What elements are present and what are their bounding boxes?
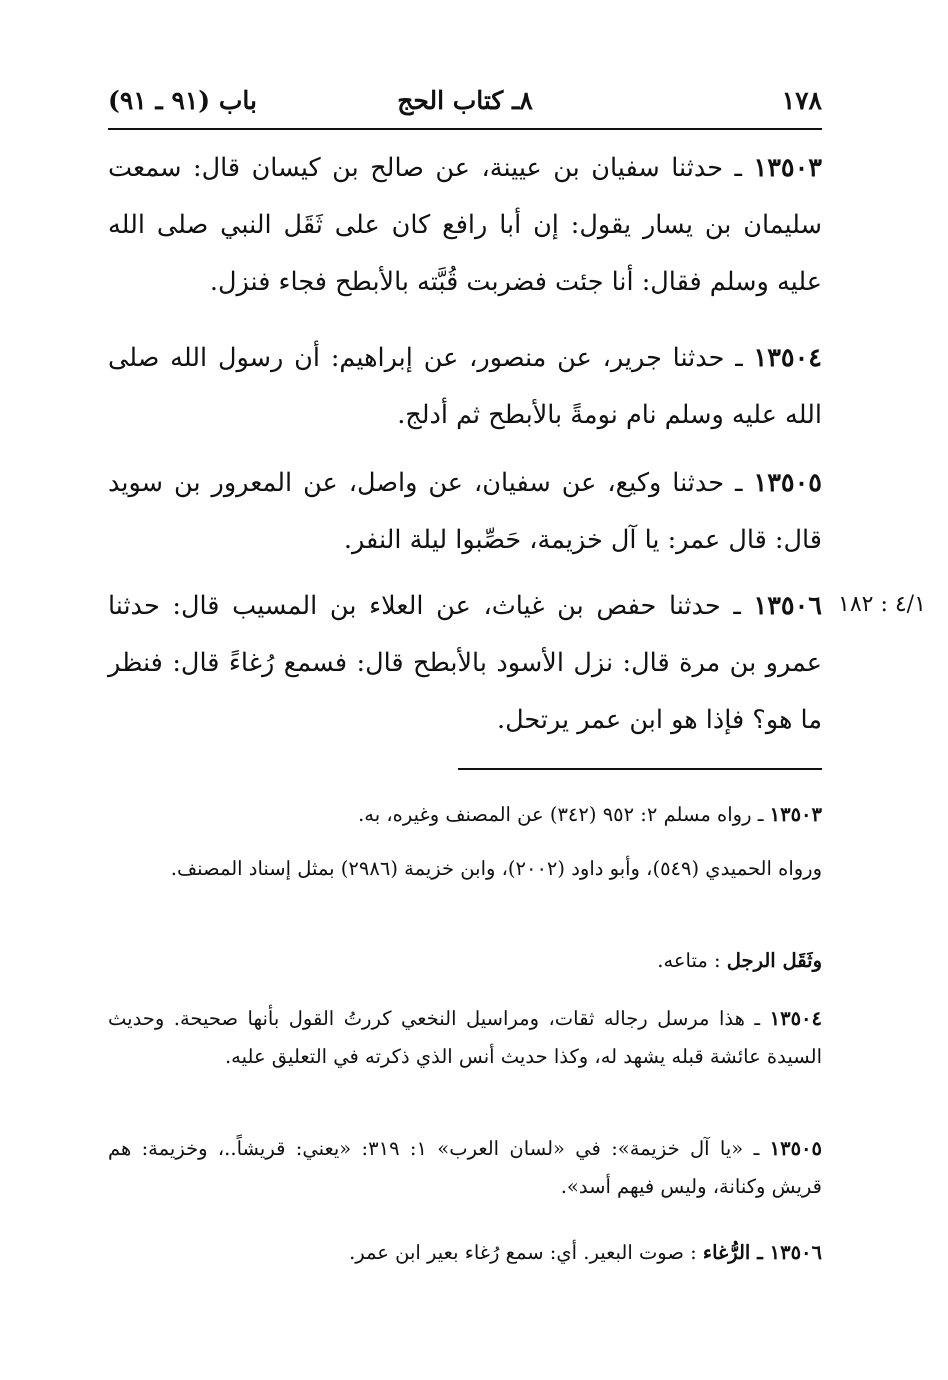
hadith-paragraph: [108, 455, 822, 569]
footnote: [108, 942, 822, 980]
page-number: ١٧٨: [781, 86, 822, 115]
hadith-text: ـ حدثنا وكيع، عن سفيان، عن واصل، عن المعرور بن سويد قال: قال عمر: يا آل خزيمة، حَصِّبوا ليلة النفر.: [108, 468, 822, 555]
hadith-text: ـ حدثنا حفص بن غياث، عن العلاء بن المسيب قال: حدثنا عمرو بن مرة قال: نزل الأسود بالأبطح قال: فسمع رُغاءً قال: فنظر ما هو؟ فإذا هو ابن عمر يرتحل.: [108, 591, 822, 735]
footnote-text: ـ رواه مسلم ٢: ٩٥٢ (٣٤٢) عن المصنف وغيره، به.: [358, 803, 770, 826]
footnote-number: ١٣٥٠٣: [769, 803, 822, 826]
hadith-text: ـ حدثنا سفيان بن عيينة، عن صالح بن كيسان قال: سمعت سليمان بن يسار يقول: إن أبا رافع كان على ثَقَل النبي صلى الله عليه وسلم فقال: أنا جئت فضربت قُبَّته بالأبطح فجاء فنزل.: [108, 153, 822, 297]
footnote-text: ـ «يا آل خزيمة»: في «لسان العرب» ١: ٣١٩: «يعني: قريشاً..، وخزيمة: هم قريش وكنانة، وليس فيهم أسد».: [108, 1137, 822, 1198]
hadith-paragraph: [108, 140, 822, 311]
footnote-text: ورواه الحميدي (٥٤٩)، وأبو داود (٢٠٠٢)، وابن خزيمة (٢٩٨٦) بمثل إسناد المصنف.: [170, 857, 822, 880]
footnote-separator: [458, 768, 822, 770]
footnote-term: وثَقَل الرجل: [726, 949, 822, 972]
hadith-text: ـ حدثنا جرير، عن منصور، عن إبراهيم: أن رسول الله صلى الله عليه وسلم نام نومةً بالأبطح ثم أدلج.: [108, 343, 822, 430]
hadith-paragraph: [108, 330, 822, 444]
footnote-text: ـ هذا مرسل رجاله ثقات، ومراسيل النخعي كررتُ القول بأنها صحيحة. وحديث السيدة عائشة قبله يشهد له، وكذا حديث أنس الذي ذكرته في التعليق عليه.: [108, 1007, 822, 1068]
footnote: [108, 1234, 822, 1272]
hadith-number: ١٣٥٠٥: [753, 468, 822, 498]
footnote-term: ـ الرُّغاء: [702, 1241, 770, 1264]
header-rule: [108, 128, 822, 130]
footnote-text: : متاعه.: [657, 949, 721, 972]
footnote: [108, 796, 822, 834]
margin-reference: ٤/١ : ١٨٢: [838, 592, 926, 617]
footnote: [108, 1130, 822, 1206]
hadith-number: ١٣٥٠٣: [753, 153, 822, 183]
footnote: [108, 1000, 822, 1076]
footnote-text: : صوت البعير. أي: سمع رُغاء بعير ابن عمر.: [349, 1241, 697, 1264]
book-title: ٨ـ كتاب الحج: [397, 86, 533, 115]
footnote-number: ١٣٥٠٤: [769, 1007, 822, 1030]
footnote-number: ١٣٥٠٥: [769, 1137, 822, 1160]
hadith-number: ١٣٥٠٦: [753, 591, 822, 621]
footnote: [108, 850, 822, 888]
chapter-title: باب (٩١ ـ ٩١): [108, 86, 257, 115]
page-header: [108, 82, 822, 122]
footnote-number: ١٣٥٠٦: [769, 1241, 822, 1264]
hadith-number: ١٣٥٠٤: [753, 343, 822, 373]
hadith-paragraph: [108, 578, 822, 749]
